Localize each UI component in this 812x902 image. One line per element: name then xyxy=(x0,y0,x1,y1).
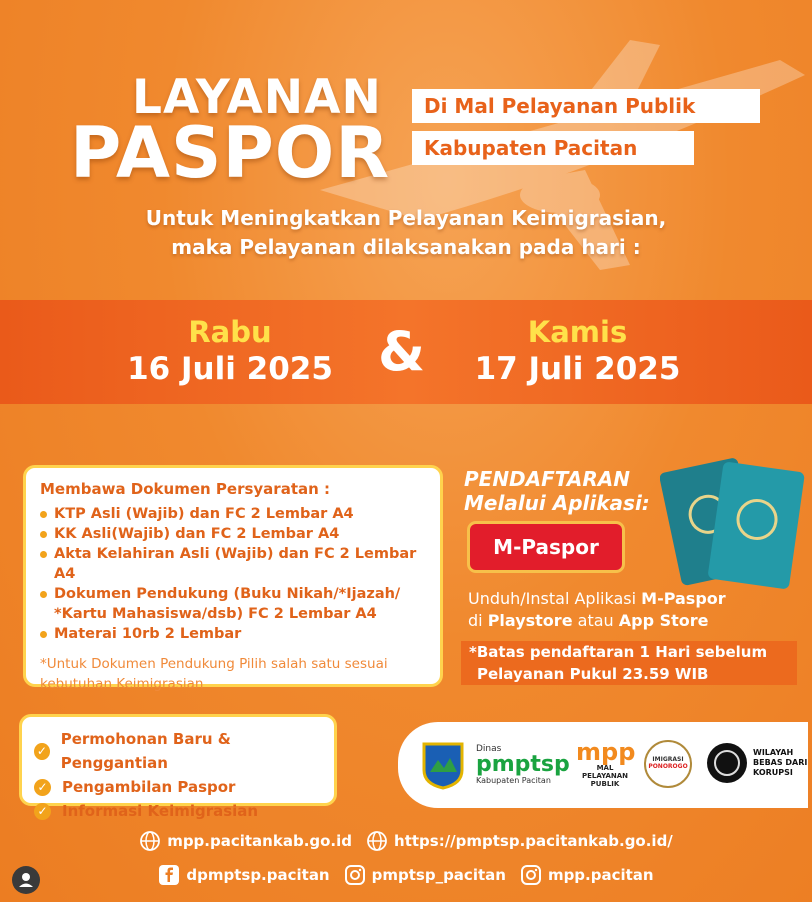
store-playstore: Playstore xyxy=(487,611,573,630)
imigrasi-text: IMIGRASI xyxy=(652,756,684,763)
mpp-logo xyxy=(576,740,634,788)
list-item: KK Asli(Wajib) dan FC 2 Lembar A4 xyxy=(40,524,426,544)
footer-web-2[interactable] xyxy=(366,830,673,852)
check-icon: ✓ xyxy=(34,743,50,760)
store-appstore: App Store xyxy=(618,611,709,630)
instagram-icon xyxy=(344,864,366,886)
subtitle-line-1: Untuk Meningkatkan Pelayanan Keimigrasian, xyxy=(145,206,667,230)
dinas-pmptsp-logo xyxy=(476,744,571,785)
dinas-name-text: pmptsp xyxy=(476,752,570,777)
wbk-emblem-icon xyxy=(706,742,748,784)
list-item: Materai 10rb 2 Lembar xyxy=(40,624,426,644)
wbk-line-2: BEBAS DARI xyxy=(753,758,808,767)
deadline-line-1: *Batas pendaftaran 1 Hari sebelum xyxy=(469,643,768,661)
m-paspor-button[interactable]: M-Paspor xyxy=(470,524,622,570)
dinas-sub-text: Kabupaten Pacitan xyxy=(476,776,551,785)
mpp-text-1: MAL xyxy=(596,764,614,772)
documents-list xyxy=(40,504,426,644)
footer-instagram-2[interactable] xyxy=(520,864,654,886)
list-item: Dokumen Pendukung (Buku Nikah/*Ijazah/ *Kartu Mahasiswa/dsb) FC 2 Lembar A4 xyxy=(40,584,426,624)
check-icon: ✓ xyxy=(34,803,51,820)
install-or: atau xyxy=(572,611,619,630)
install-app-name: M-Paspor xyxy=(641,589,726,608)
registration-title-line-2: Melalui Aplikasi: xyxy=(464,491,650,515)
user-avatar-icon[interactable] xyxy=(12,866,40,894)
deadline-notice xyxy=(461,641,797,685)
location-tag-kabupaten: Kabupaten Pacitan xyxy=(412,131,694,165)
ampersand: & xyxy=(378,320,426,383)
services-box xyxy=(19,714,337,820)
wbk-line-1: WILAYAH xyxy=(753,748,794,757)
globe-icon xyxy=(139,830,161,852)
documents-heading: Membawa Dokumen Persyaratan : xyxy=(40,480,331,498)
footer-facebook[interactable] xyxy=(158,864,329,886)
day-1-date: 16 Juli 2025 xyxy=(127,351,333,387)
imigrasi-logo xyxy=(644,740,692,788)
service-item xyxy=(34,775,322,799)
service-label: Pengambilan Paspor xyxy=(62,778,236,796)
pacitan-emblem-icon xyxy=(420,740,466,790)
passport-icon xyxy=(660,442,805,602)
day-2-date: 17 Juli 2025 xyxy=(474,351,681,387)
location-tag-mpp: Di Mal Pelayanan Publik xyxy=(412,89,760,123)
logo-bar xyxy=(398,722,808,808)
footer-web-row xyxy=(0,830,812,852)
service-label: Permohonan Baru & Penggantian xyxy=(60,730,231,772)
footer-social-row xyxy=(0,864,812,886)
globe-icon xyxy=(366,830,388,852)
wbk-text xyxy=(753,748,807,778)
documents-note: *Untuk Dokumen Pendukung Pilih salah satu sesuai kebutuhan Keimigrasian xyxy=(40,656,388,692)
wbk-line-3: KORUPSI xyxy=(753,768,793,777)
subtitle-line-2: maka Pelayanan dilaksanakan pada hari : xyxy=(171,235,641,259)
install-instructions xyxy=(468,588,726,632)
footer-web-2-text: https://pmptsp.pacitankab.go.id/ xyxy=(394,832,673,850)
facebook-icon xyxy=(158,864,180,886)
mpp-mark: mpp xyxy=(576,738,636,766)
footer-instagram-1-text: pmptsp_pacitan xyxy=(371,866,506,884)
footer-instagram-1[interactable] xyxy=(344,864,506,886)
service-item xyxy=(34,799,322,823)
schedule-day-1 xyxy=(110,315,350,387)
install-di: di xyxy=(468,611,488,630)
person-icon xyxy=(12,866,40,894)
service-item xyxy=(34,727,322,775)
title-paspor: PASPOR xyxy=(70,112,391,194)
mpp-text-2: PELAYANAN xyxy=(581,772,629,780)
day-2-name: Kamis xyxy=(527,315,628,349)
registration-title xyxy=(464,467,650,515)
deadline-line-2: Pelayanan Pukul 23.59 WIB xyxy=(477,665,709,683)
footer-facebook-text: dpmptsp.pacitan xyxy=(186,866,330,884)
mpp-text-3: PUBLIK xyxy=(590,780,620,788)
footer-web-1-text: mpp.pacitankab.go.id xyxy=(167,832,353,850)
install-prefix: Unduh/Instal Aplikasi xyxy=(468,589,642,608)
footer-instagram-2-text: mpp.pacitan xyxy=(547,866,654,884)
title-layanan: LAYANAN xyxy=(132,70,382,125)
list-item: Akta Kelahiran Asli (Wajib) dan FC 2 Lembar A4 xyxy=(40,544,426,584)
footer-web-1[interactable] xyxy=(139,830,352,852)
schedule-day-2 xyxy=(455,315,700,387)
check-icon: ✓ xyxy=(34,779,51,796)
instagram-icon xyxy=(520,864,542,886)
day-1-name: Rabu xyxy=(188,315,272,349)
dinas-small-text: Dinas xyxy=(476,744,502,754)
imigrasi-city: PONOROGO xyxy=(648,763,688,770)
service-label: Informasi Keimigrasian xyxy=(62,802,259,820)
registration-title-line-1: PENDAFTARAN xyxy=(464,467,630,491)
documents-box xyxy=(23,465,443,692)
list-item: KTP Asli (Wajib) dan FC 2 Lembar A4 xyxy=(40,504,426,524)
